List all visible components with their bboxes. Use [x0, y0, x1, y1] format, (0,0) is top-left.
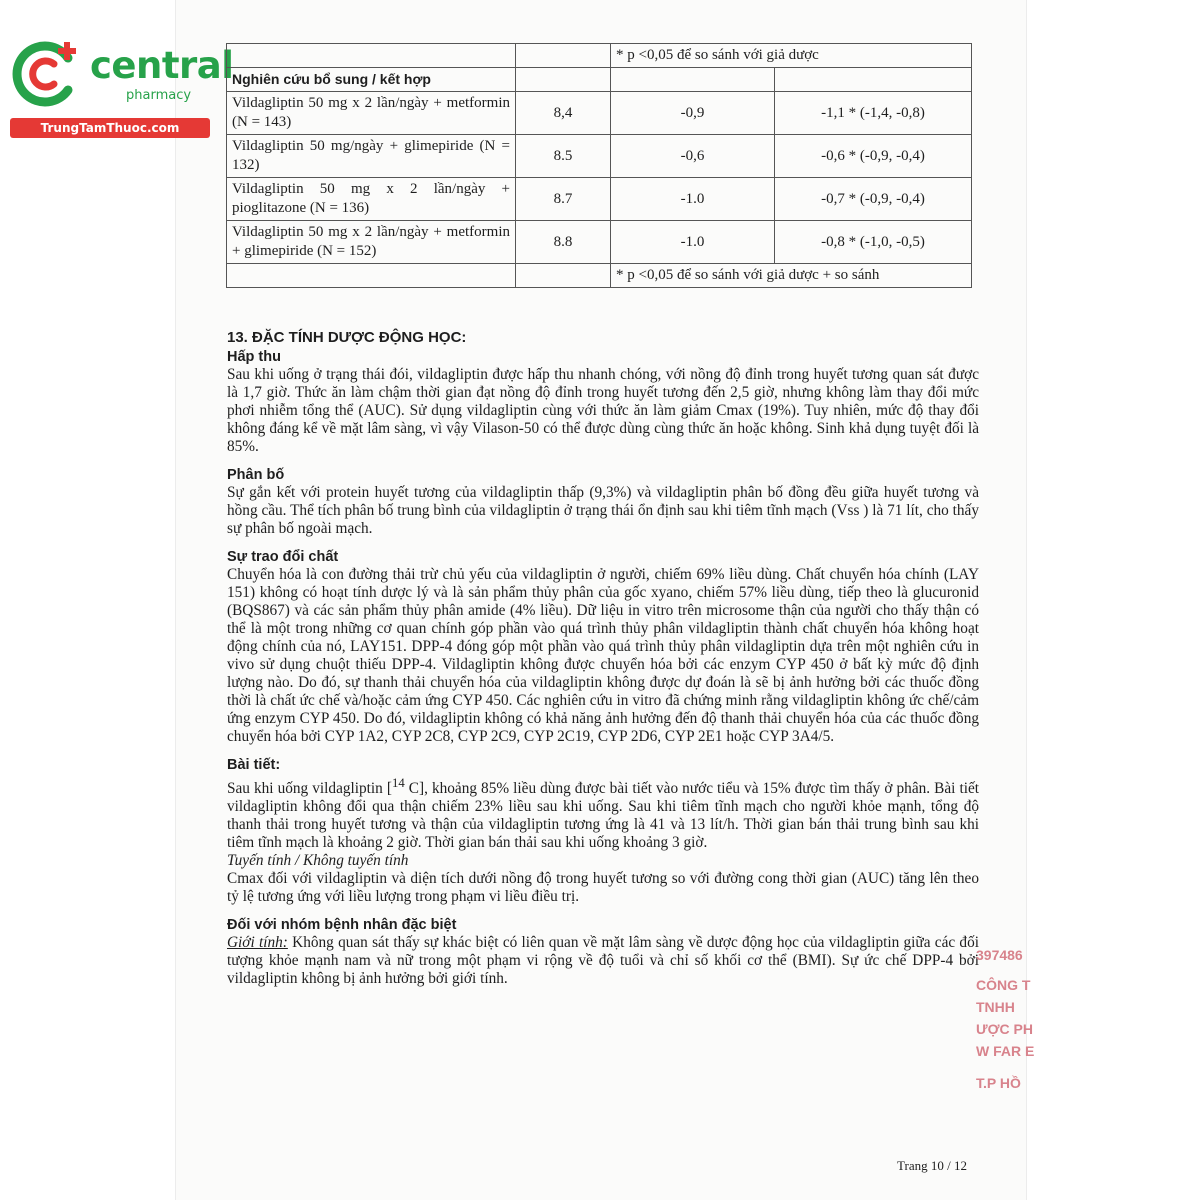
- change-cell: -1.0: [611, 178, 775, 221]
- change-cell: -1.0: [611, 221, 775, 264]
- linearity-text: Cmax đối với vildagliptin và diện tích dưới nồng độ trong huyết tương so với đường cong thời gian (AUC) tăng lên theo tỷ lệ tương ứng với liều lượng trong phạm vi liều điều trị.: [227, 870, 979, 906]
- baseline-cell: 8.5: [516, 135, 611, 178]
- table-bottom-note: * p <0,05 để so sánh với giả dược + so sánh: [611, 264, 972, 288]
- linearity-title: Tuyến tính / Không tuyến tính: [227, 852, 409, 870]
- table-row: [227, 221, 972, 264]
- excretion-title: Bài tiết:: [227, 757, 281, 773]
- difference-cell: -1,1 * (-1,4, -0,8): [775, 92, 972, 135]
- pharmacokinetics-section: [227, 328, 979, 988]
- difference-cell: -0,8 * (-1,0, -0,5): [775, 221, 972, 264]
- baseline-cell: 8,4: [516, 92, 611, 135]
- section-heading: 13. ĐẶC TÍNH DƯỢC ĐỘNG HỌC:: [227, 329, 467, 346]
- baseline-cell: 8.8: [516, 221, 611, 264]
- excretion-text: Sau khi uống vildagliptin [$^{14}$ C], khoảng 85% liều dùng được bài tiết vào nước tiểu và 15% được tìm thấy ở phân. Bài tiết vildagliptin không đổi qua thận chiếm 23% liều sau khi uống. Sau khi tiêm tĩnh mạch cho người khỏe mạnh, tổng độ thanh thải trong huyết tương và thận của vildagliptin tương ứng là 41 và 13 lít/h. Thời gian bán thải trung bình sau khi tiêm tĩnh mạch là khoảng 2 giờ. Thời gian bán thải sau khi uống khoảng 3 giờ.: [227, 776, 980, 852]
- regimen-cell: Vildagliptin 50 mg/ngày + glimepiride (N = 132): [227, 135, 516, 178]
- baseline-cell: 8.7: [516, 178, 611, 221]
- brand-subtitle: pharmacy: [126, 88, 192, 103]
- change-cell: -0,9: [611, 92, 775, 135]
- table-row: [227, 178, 972, 221]
- regimen-cell: Vildagliptin 50 mg x 2 lần/ngày + metformin + glimepiride (N = 152): [227, 221, 516, 264]
- gender-text: Không quan sát thấy sự khác biệt có liên quan về mặt lâm sàng về dược động học của vildagliptin giữa các đối tượng khỏe mạnh nam và nữ trong một phạm vi rộng về độ tuổi và chỉ số khối cơ thể (BMI). Sự ức chế DPP-4 bởi vildagliptin không bị ảnh hưởng bởi giới tính.: [227, 934, 979, 988]
- central-pharmacy-logo-icon: [10, 38, 82, 110]
- metabolism-text: Chuyển hóa là con đường thải trừ chủ yếu của vildagliptin ở người, chiếm 69% liều dùng. Chất chuyển hóa chính (LAY 151) không có hoạt tính dược lý và là sản phẩm thủy phân của gốc xyano, chiếm 57% liều dùng, tiếp theo là glucuronid (BQS867) và các sản phẩm thủy phân amide (4% liều). Dữ liệu in vitro trên microsome thận của người cho thấy thận có thể là một trong những cơ quan chính góp phần vào quá trình thủy phân vildagliptin thành chất chuyển hóa không hoạt động chính của nó, LAY151. DPP-4 đóng góp một phần vào quá trình thủy phân vildagliptin dựa trên một nghiên cứu in vivo sử dụng chuột thiếu DPP-4. Vildagliptin không được chuyển hóa bởi các enzym CYP 450 ở bất kỳ mức độ định lượng nào. Do đó, sự thanh thải chuyển hóa của vildagliptin không được dự đoán là sẽ bị ảnh hưởng bởi các thuốc đồng thời là chất ức chế và/hoặc cảm ứng CYP 450. Các nghiên cứu in vitro đã chứng minh rằng vildagliptin không ức chế/cảm ứng enzym CYP 450. Do đó, vildagliptin không có khả năng ảnh hưởng đến độ thanh thải chuyển hóa của các thuốc đồng chuyển hóa bởi CYP 1A2, CYP 2C8, CYP 2C9, CYP 2C19, CYP 2D6, CYP 2E1 hoặc CYP 3A4/5.: [227, 566, 979, 745]
- table-row: [227, 92, 972, 135]
- regimen-cell: Vildagliptin 50 mg x 2 lần/ngày + pioglitazone (N = 136): [227, 178, 516, 221]
- gender-paragraph: [227, 934, 979, 988]
- change-cell: -0,6: [611, 135, 775, 178]
- isotope-superscript: 14: [391, 776, 405, 790]
- table-row: [227, 68, 972, 92]
- page-number: Trang 10 / 12: [897, 1158, 967, 1173]
- difference-cell: -0,6 * (-0,9, -0,4): [775, 135, 972, 178]
- table-row: [227, 44, 972, 68]
- distribution-title: Phân bố: [227, 467, 285, 483]
- company-stamp: 397486 CÔNG T TNHH ƯỢC PH W FAR E T.P HỒ: [976, 947, 1035, 1091]
- table-row: [227, 135, 972, 178]
- distribution-text: Sự gắn kết với protein huyết tương của vildagliptin thấp (9,3%) và vildagliptin phân bố đồng đều giữa huyết tương và hồng cầu. Thể tích phân bố trung bình của vildagliptin ở trạng thái ổn định sau khi tiêm tĩnh mạch (Vss ) là 71 lít, cho thấy sự phân bố ngoài mạch.: [227, 484, 979, 537]
- gender-label: Giới tính:: [227, 934, 288, 952]
- section-label: Nghiên cứu bổ sung / kết hợp: [227, 68, 516, 92]
- metabolism-title: Sự trao đổi chất: [227, 549, 339, 565]
- table-top-note: * p <0,05 để so sánh với giả dược: [611, 44, 972, 68]
- brand-name: central: [90, 44, 234, 87]
- regimen-cell: Vildagliptin 50 mg x 2 lần/ngày + metformin (N = 143): [227, 92, 516, 135]
- hba1c-results-table: [226, 43, 972, 288]
- table-row: [227, 264, 972, 288]
- absorption-title: Hấp thu: [227, 349, 281, 365]
- absorption-text: Sau khi uống ở trạng thái đói, vildagliptin được hấp thu nhanh chóng, với nồng độ đỉnh trong huyết tương quan sát được là 1,7 giờ. Thức ăn làm chậm thời gian đạt nồng độ đỉnh trong huyết tương đến 2,5 giờ, nhưng không làm thay đổi mức phơi nhiễm tổng thể (AUC). Sử dụng vildagliptin cùng với thức ăn làm giảm Cmax (19%). Tuy nhiên, mức độ thay đổi không đáng kể về mặt lâm sàng, vì vậy Vilason-50 có thể được dùng cùng thức ăn hoặc không. Sinh khả dụng tuyệt đối là 85%.: [227, 366, 979, 455]
- brand-url-badge[interactable]: TrungTamThuoc.com: [10, 118, 210, 138]
- difference-cell: -0,7 * (-0,9, -0,4): [775, 178, 972, 221]
- special-populations-title: Đối với nhóm bệnh nhân đặc biệt: [227, 917, 457, 934]
- brand-logo[interactable]: [10, 38, 234, 138]
